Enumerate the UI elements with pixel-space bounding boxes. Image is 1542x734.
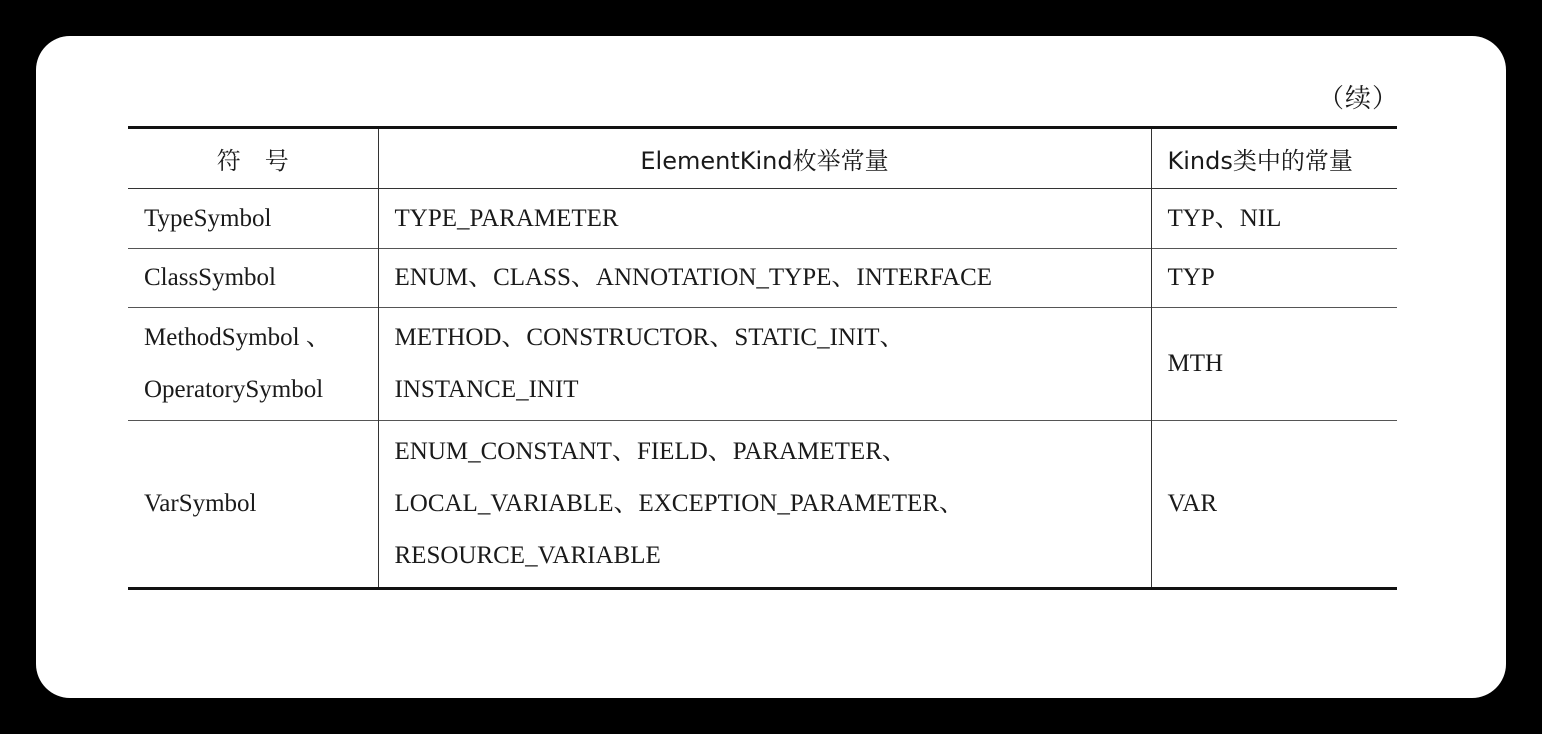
symbol-kind-table	[128, 126, 1397, 590]
element-kind-text: METHOD、CONSTRUCTOR、STATIC_INIT、	[394, 324, 905, 351]
table-row	[128, 421, 1397, 589]
element-kind-text: LOCAL_VARIABLE、EXCEPTION_PARAMETER、	[394, 490, 964, 517]
kinds-constant-cell: TYP、NIL	[1151, 189, 1397, 249]
element-kind-cell	[378, 421, 1151, 589]
continuation-label: （续）	[1318, 84, 1400, 114]
table-row	[128, 249, 1397, 308]
element-kind-cell	[378, 308, 1151, 421]
kinds-constant-cell: TYP	[1151, 249, 1397, 308]
header-kinds-constant: Kinds类中的常量	[1151, 128, 1397, 189]
element-kind-cell	[378, 249, 1151, 308]
symbol-text: MethodSymbol 、	[144, 324, 331, 351]
content-card	[36, 36, 1506, 698]
element-kind-text: ENUM_CONSTANT、FIELD、PARAMETER、	[394, 438, 907, 465]
element-kind-text: RESOURCE_VARIABLE	[394, 542, 661, 569]
symbol-text: TypeSymbol	[144, 204, 272, 232]
symbol-cell	[128, 308, 378, 421]
element-kind-text: INSTANCE_INIT	[394, 376, 579, 403]
element-kind-cell	[378, 189, 1151, 249]
symbol-cell	[128, 421, 378, 589]
symbol-cell	[128, 189, 378, 249]
table-row	[128, 308, 1397, 421]
table-row	[128, 189, 1397, 249]
kinds-constant-cell: VAR	[1151, 421, 1397, 589]
header-symbol: 符 号	[128, 128, 378, 189]
symbol-text: ClassSymbol	[144, 264, 276, 291]
symbol-text: VarSymbol	[144, 490, 257, 517]
kinds-constant-cell: MTH	[1151, 308, 1397, 421]
element-kind-text: TYPE_PARAMETER	[394, 204, 619, 232]
symbol-text: OperatorySymbol	[144, 376, 324, 403]
symbol-cell	[128, 249, 378, 308]
element-kind-text: ENUM、CLASS、ANNOTATION_TYPE、INTERFACE	[394, 264, 993, 291]
header-element-kind: ElementKind枚举常量	[378, 128, 1151, 189]
table-header-row	[128, 128, 1397, 189]
